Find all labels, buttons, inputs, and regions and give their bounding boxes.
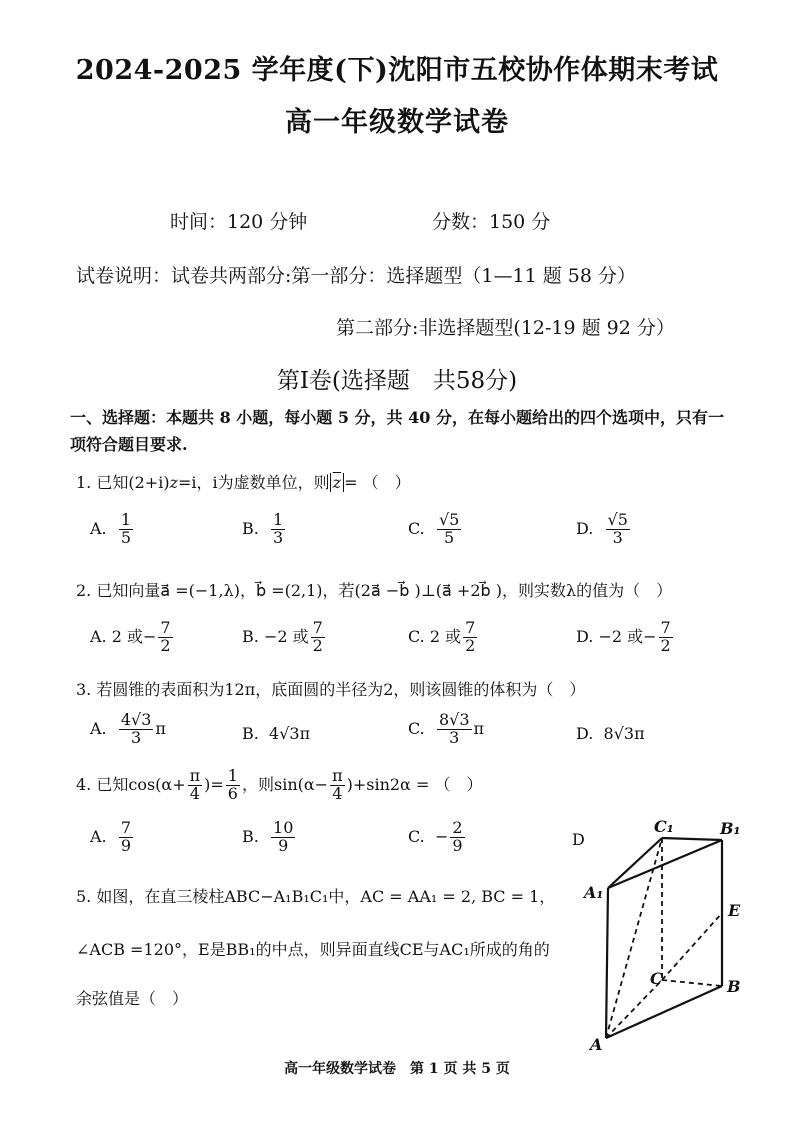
question-5-line1: 5. 如图，在直三棱柱ABC−A₁B₁C₁中，AC = AA₁ = 2, BC = 1， — [76, 887, 556, 906]
question-5-line2: ∠ACB =120°，E是BB₁的中点，则异面直线CE与AC₁所成的角的 — [76, 940, 550, 959]
label-C1: C₁ — [654, 817, 674, 836]
q4-option-a[interactable]: A. $\frac{7}{9}$ — [90, 818, 131, 855]
q2-option-b[interactable]: B. −2 或 $\frac{7}{2}$ — [242, 618, 323, 655]
exam-score: 分数：150 分 — [432, 211, 551, 233]
edge-C-B — [662, 980, 722, 986]
edge-A1-C1 — [608, 838, 662, 888]
exam-description-line1: 试卷说明：试卷共两部分:第一部分：选择题型（1—11 题 58 分） — [76, 265, 636, 287]
q1-option-a[interactable]: A. $\frac{1}{5}$ — [90, 510, 131, 547]
q3-option-d[interactable]: D. 8√3π — [576, 724, 645, 743]
label-A1: A₁ — [584, 883, 604, 902]
exam-subtitle: 高一年级数学试卷 — [285, 107, 509, 138]
q1-option-b[interactable]: B. $\frac{1}{3}$ — [242, 510, 284, 547]
question-4: 4. 已知cos(α+ $\frac{\pi}{4}$ )= $\frac{1}{6}$ ，则sin(α− $\frac{\pi}{4}$ )+sin2α = （ ） — [76, 766, 483, 803]
q1-option-d[interactable]: D. $\frac{√5}{3}$ — [576, 510, 628, 547]
exam-time: 时间：120 分钟 — [170, 211, 308, 233]
q4-option-d-partial[interactable]: D — [572, 830, 585, 849]
q3-option-c[interactable]: C. $\frac{8√3}{3}$ π — [408, 710, 485, 747]
edge-A-B — [606, 986, 722, 1038]
q3-option-a[interactable]: A. $\frac{4√3}{3}$ π — [90, 710, 166, 747]
q2-option-c[interactable]: C. 2 或 $\frac{7}{2}$ — [408, 618, 476, 655]
q4-option-c[interactable]: C. − $\frac{2}{9}$ — [408, 818, 463, 855]
question-3: 3. 若圆锥的表面积为12π，底面圆的半径为2，则该圆锥的体积为（ ） — [76, 680, 586, 699]
edge-A1-B1 — [608, 840, 722, 888]
label-B: B — [727, 977, 741, 996]
prism-figure — [570, 810, 770, 1055]
q1-option-c[interactable]: C. $\frac{√5}{5}$ — [408, 510, 460, 547]
exam-description-line2: 第二部分:非选择题型(12-19 题 92 分） — [336, 317, 675, 339]
edge-C1-B1 — [662, 838, 722, 840]
q2-option-d[interactable]: D. −2 或− $\frac{7}{2}$ — [576, 618, 671, 655]
label-A: A — [590, 1035, 603, 1054]
question-2: 2. 已知向量a⃗ =(−1,λ)，b⃗ =(2,1)，若(2a⃗ −b⃗ )⊥(a⃗ +2b⃗ )，则实数λ的值为（ ） — [76, 581, 673, 600]
label-B1: B₁ — [720, 819, 741, 838]
q3-option-b[interactable]: B. 4√3π — [242, 724, 311, 743]
question-1: 1. 已知(2+i)z=i，i为虚数单位，则 $\overline{z}$ = （ ） — [76, 473, 411, 492]
q4-option-b[interactable]: B. $\frac{10}{9}$ — [242, 818, 294, 855]
label-C: C — [650, 969, 663, 988]
section-title: 第Ⅰ卷(选择题 共58分) — [276, 368, 518, 394]
exam-title: 2024-2025 学年度(下)沈阳市五校协作体期末考试 — [75, 55, 719, 86]
edge-C-E — [662, 913, 722, 980]
q2-option-a[interactable]: A. 2 或− $\frac{7}{2}$ — [90, 618, 171, 655]
page-footer: 高一年级数学试卷 第 1 页 共 5 页 — [284, 1061, 510, 1077]
section-instructions: 一、选择题：本题共 8 小题，每小题 5 分，共 40 分，在每小题给出的四个选项中，只有一项符合题目要求. — [70, 408, 724, 454]
question-5-line3: 余弦值是（ ） — [76, 989, 189, 1008]
edge-A1-A — [606, 888, 608, 1038]
label-E: E — [728, 901, 741, 920]
